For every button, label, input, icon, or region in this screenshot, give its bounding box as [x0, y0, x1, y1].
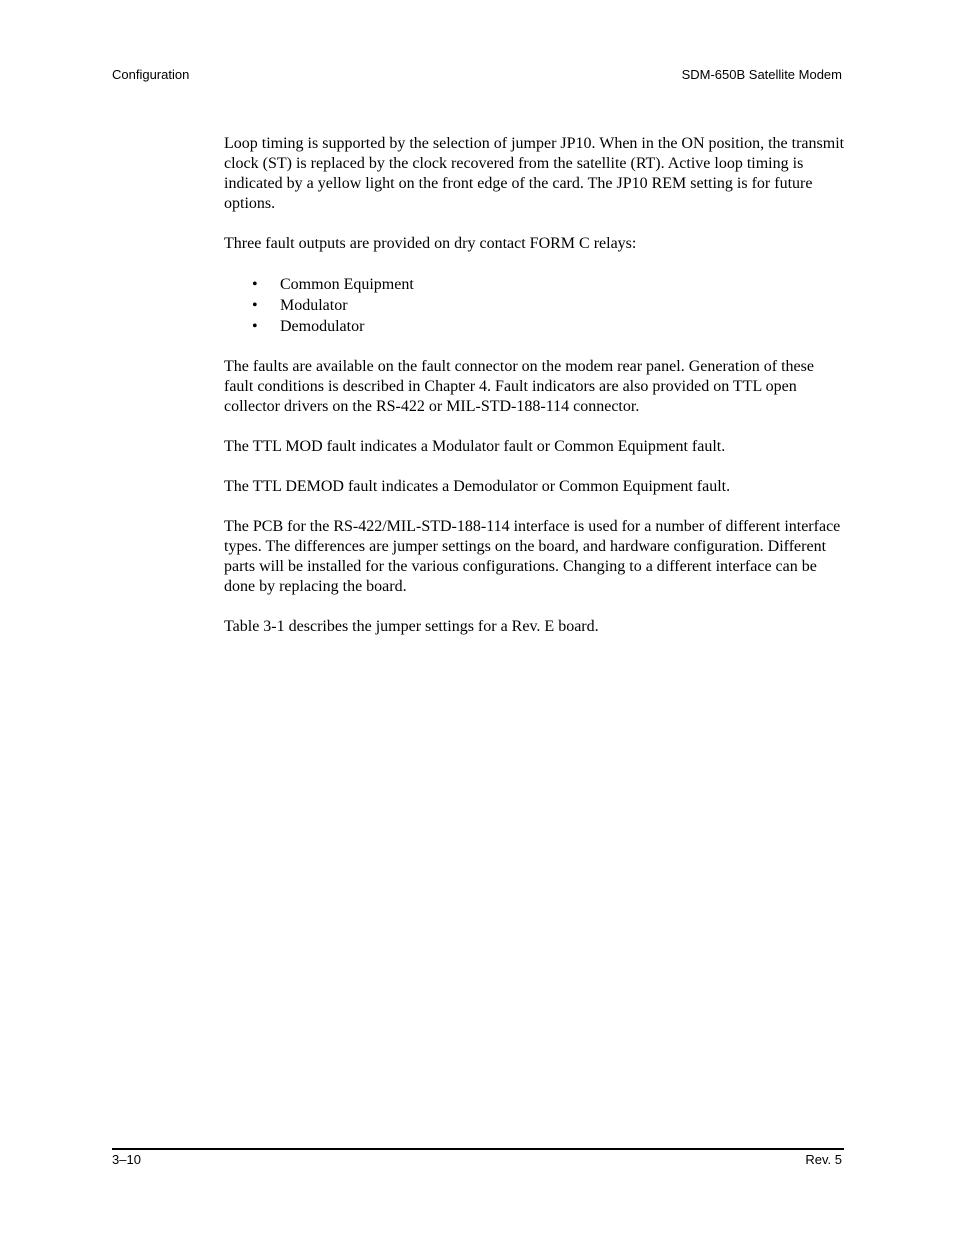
bullet-icon: • [252, 276, 258, 293]
bullet-icon: • [252, 318, 258, 335]
list-item-label: Modulator [280, 297, 348, 314]
footer-divider [112, 1148, 844, 1150]
paragraph-ttl-demod: The TTL DEMOD fault indicates a Demodulator or Common Equipment fault. [224, 478, 731, 495]
list-item-label: Common Equipment [280, 276, 414, 293]
running-header-section: Configuration [112, 67, 190, 82]
page-body [224, 134, 846, 657]
paragraph-fault-outputs: Three fault outputs are provided on dry contact FORM C relays: [224, 235, 637, 252]
running-header-product: SDM-650B Satellite Modem [681, 67, 842, 82]
paragraph-pcb: The PCB for the RS-422/MIL-STD-188-114 interface is used for a number of different interface types. The differences are jumper settings on the board, and hardware configuration. Different parts will be installed for the various configurations. Changing to a different interface can be done by replacing the board. [224, 518, 841, 595]
revision-label: Rev. 5 [805, 1152, 842, 1167]
paragraph-ttl-mod: The TTL MOD fault indicates a Modulator fault or Common Equipment fault. [224, 438, 726, 455]
list-item [224, 316, 846, 337]
fault-output-list [224, 274, 846, 337]
list-item [224, 295, 846, 316]
paragraph-loop-timing: Loop timing is supported by the selection of jumper JP10. When in the ON position, the transmit clock (ST) is replaced by the clock recovered from the satellite (RT). Active loop timing is indicated by a yellow light on the front edge of the card. The JP10 REM setting is for future options. [224, 135, 845, 212]
page-number: 3–10 [112, 1152, 141, 1167]
bullet-icon: • [252, 297, 258, 314]
list-item-label: Demodulator [280, 318, 365, 335]
paragraph-table-reference: Table 3-1 describes the jumper settings for a Rev. E board. [224, 618, 599, 635]
list-item [224, 274, 846, 295]
paragraph-faults-available: The faults are available on the fault connector on the modem rear panel. Generation of these fault conditions is described in Chapter 4. Fault indicators are also provided on TTL open collector drivers on the RS-422 or MIL-STD-188-114 connector. [224, 358, 814, 415]
